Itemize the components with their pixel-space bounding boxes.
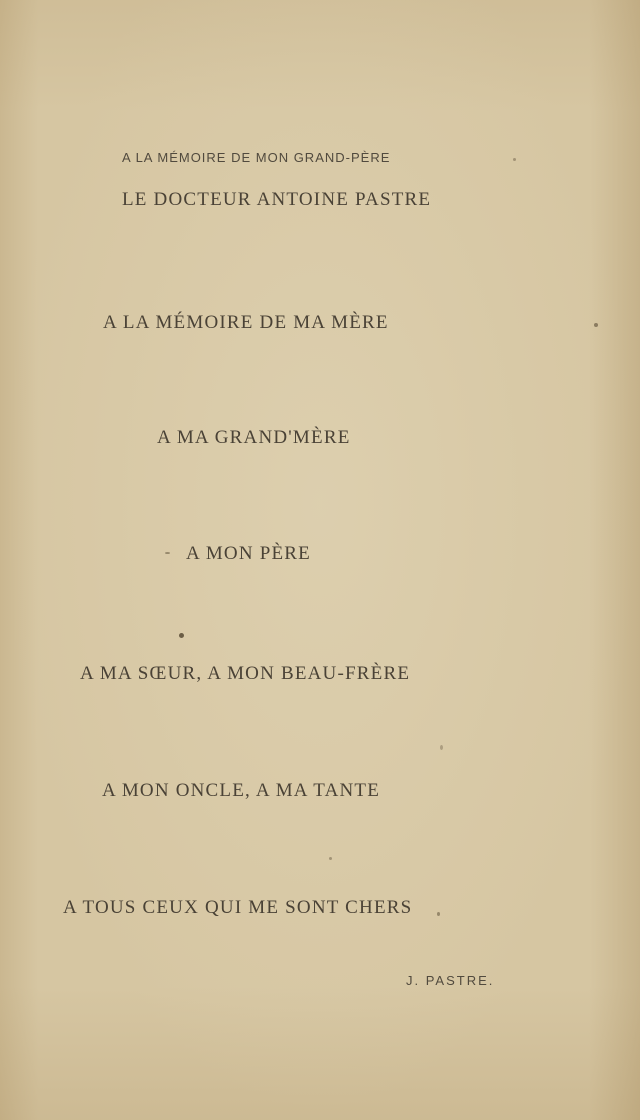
- paper-speck: [594, 323, 598, 327]
- paper-speck: [437, 912, 440, 916]
- dedication-grandfather-name: LE DOCTEUR ANTOINE PASTRE: [122, 189, 432, 210]
- author-signature: J. PASTRE.: [406, 973, 495, 988]
- dedication-father: A MON PÈRE: [186, 543, 311, 564]
- dedication-loved-ones: A TOUS CEUX QUI ME SONT CHERS: [63, 897, 413, 918]
- dedication-mother: A LA MÉMOIRE DE MA MÈRE: [103, 312, 389, 333]
- paper-speck: [179, 633, 184, 638]
- paper-speck: [513, 158, 516, 161]
- dedication-sister-brother-in-law: A MA SŒUR, A MON BEAU-FRÈRE: [80, 663, 411, 684]
- paper-speck: [440, 745, 443, 750]
- paper-speck: [165, 552, 170, 554]
- dedication-grandmother: A MA GRAND'MÈRE: [157, 427, 351, 448]
- paper-speck: [329, 857, 332, 860]
- dedication-grandfather-heading: A LA MÉMOIRE DE MON GRAND-PÈRE: [122, 150, 391, 165]
- dedication-uncle-aunt: A MON ONCLE, A MA TANTE: [102, 780, 381, 801]
